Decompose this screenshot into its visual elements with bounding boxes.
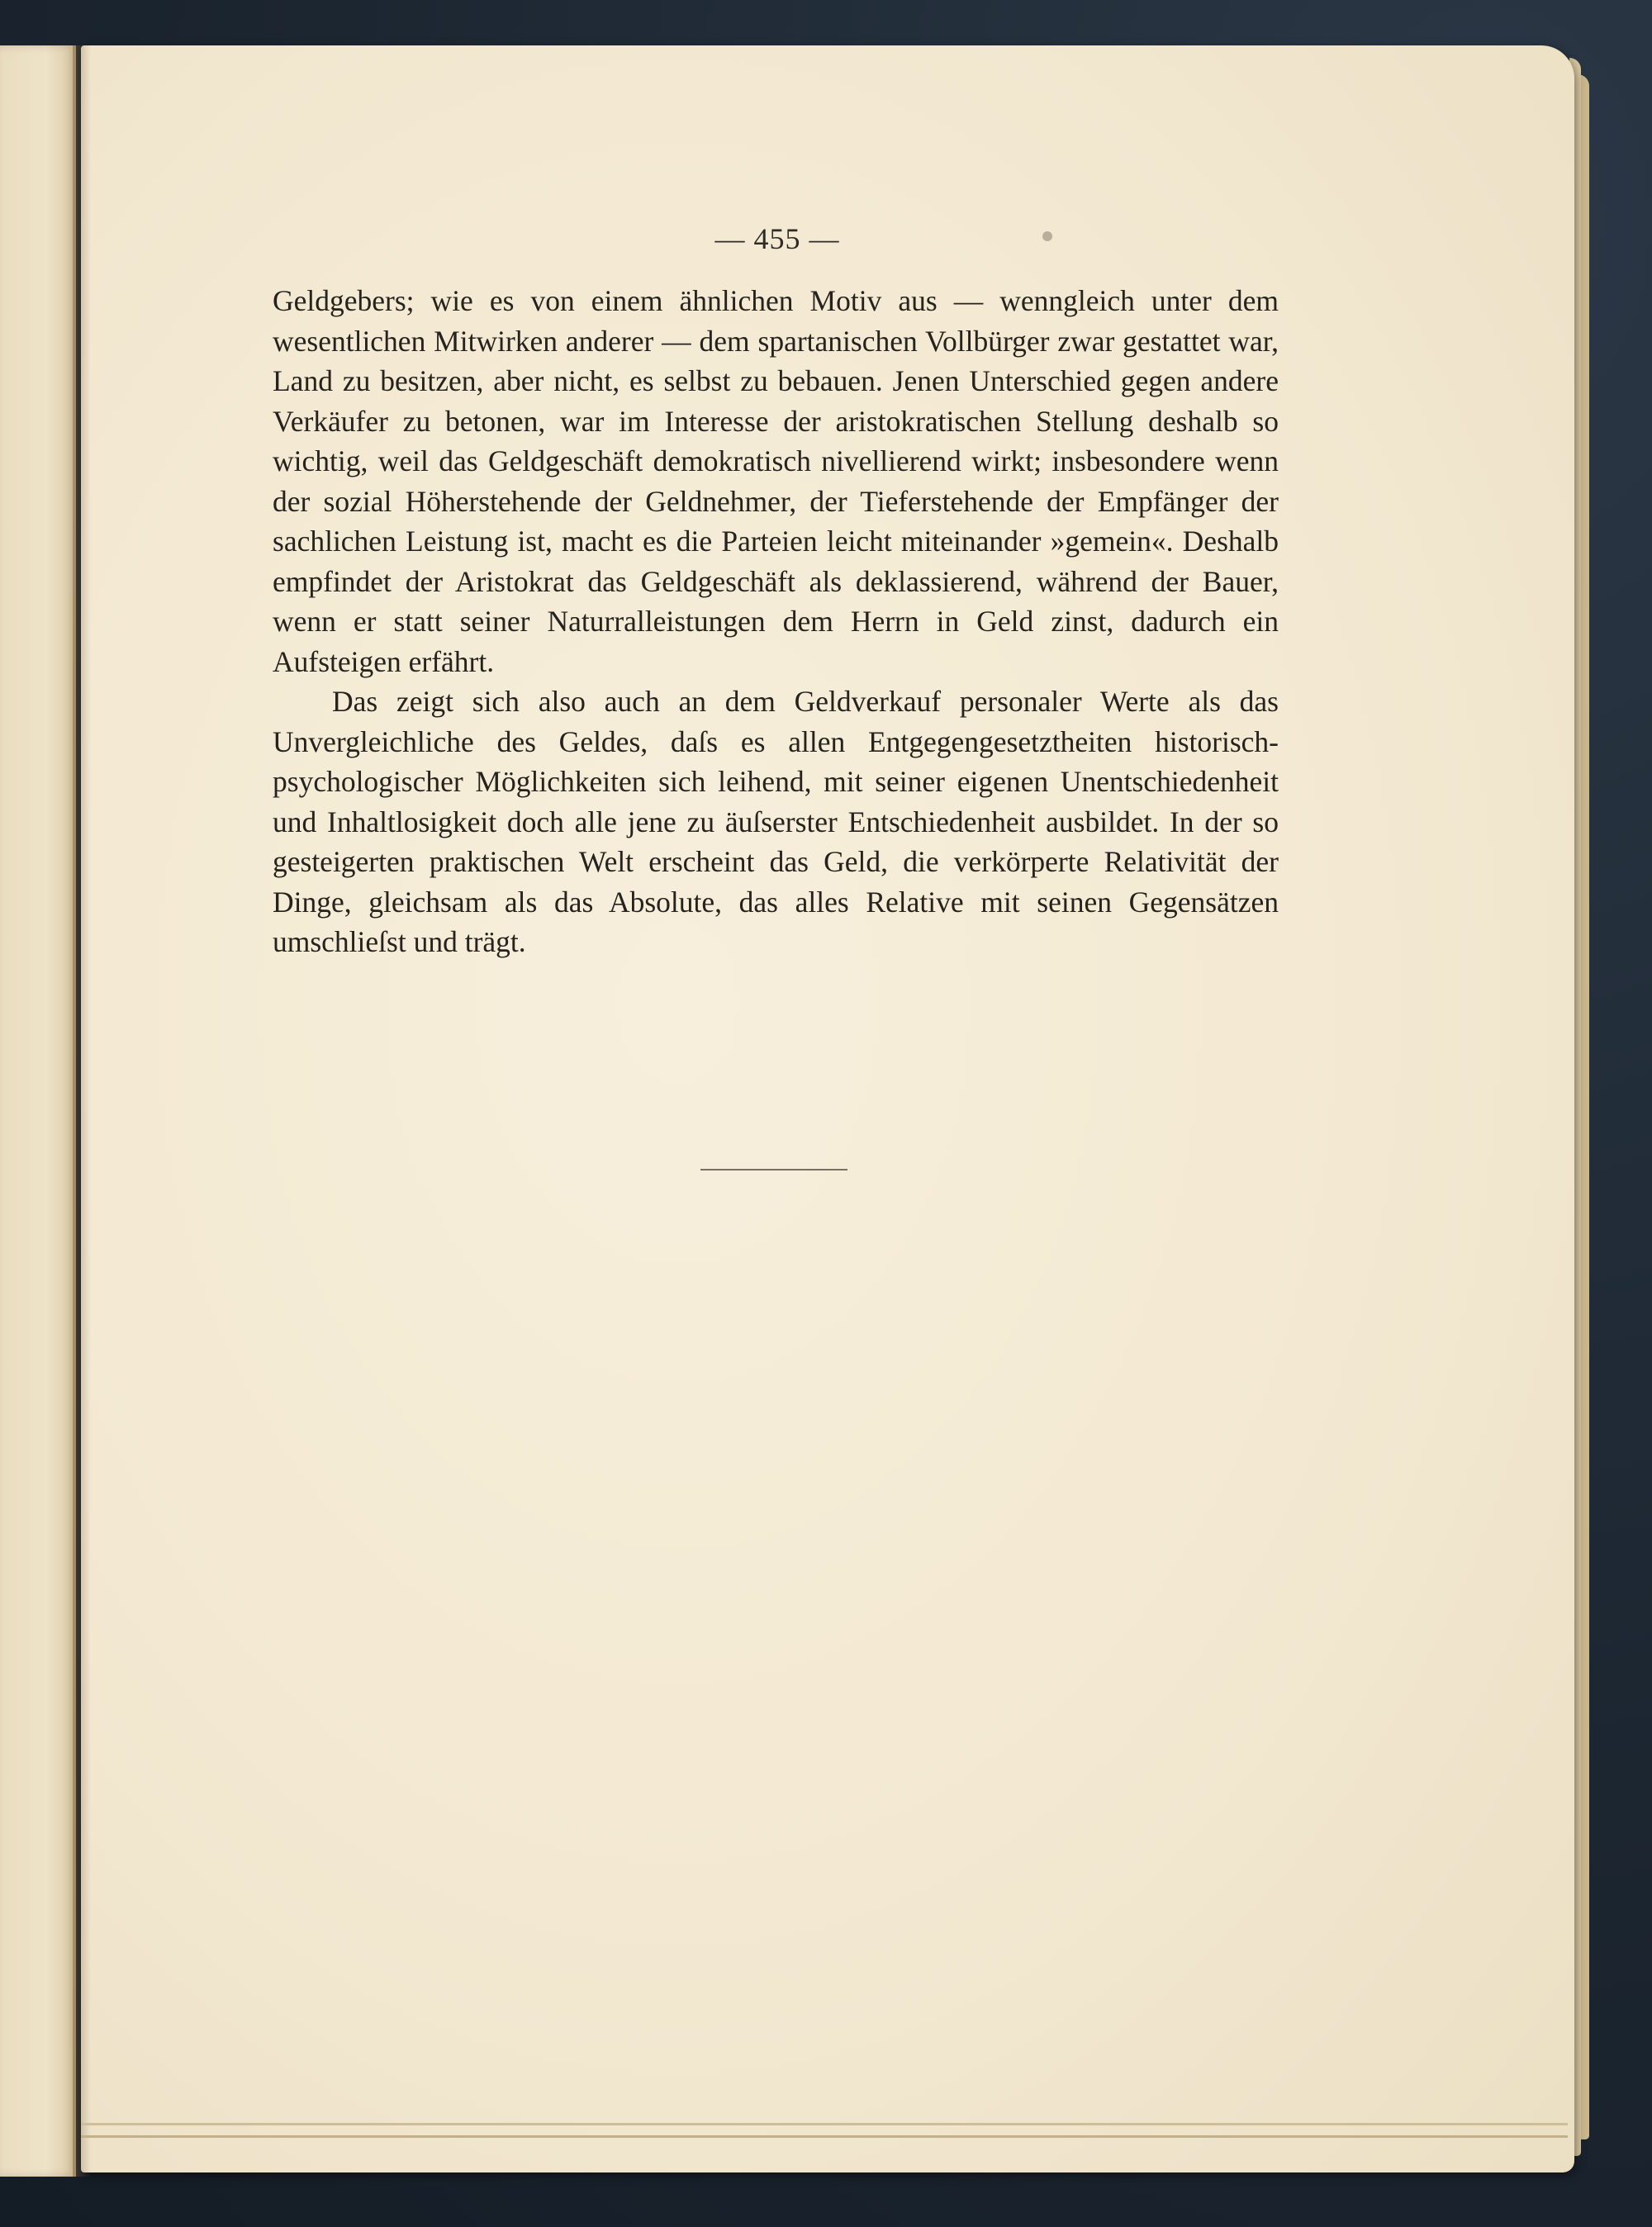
previous-page-edge bbox=[0, 45, 76, 2177]
page-bottom-edge bbox=[81, 2123, 1568, 2125]
paragraph: Das zeigt sich also auch an dem Geldverkauf personaler Werte als das Unvergleichliche des Geldes, daſs es allen Entgegengesetztheiten historisch-psychologischer Möglichkeiten sich leihend, mit seiner eigenen Unentschiedenheit und Inhaltlosigkeit doch alle jene zu äuſserster Entschiedenheit ausbildet. In der so gesteigerten praktischen Welt erscheint das Geld, die verkörperte Relativität der Dinge, gleichsam als das Absolute, das alles Relative mit seinen Gegensätzen umschlieſst und trägt. bbox=[273, 685, 1279, 958]
book-gutter-shadow bbox=[73, 45, 91, 2177]
ink-speck bbox=[1042, 231, 1052, 241]
body-text bbox=[273, 281, 1279, 962]
page-bottom-edge bbox=[81, 2135, 1568, 2138]
page-number: — 455 — bbox=[714, 222, 840, 255]
paragraph: Geldgebers; wie es von einem ähnlichen Motiv aus — wenngleich unter dem wesentlichen Mitwirken anderer — dem spartanischen Vollbürger zwar gestattet war, Land zu besitzen, aber nicht, es selbst zu bebauen. Jenen Unterschied gegen andere Verkäufer zu betonen, war im Interesse der aristokratischen Stellung deshalb so wichtig, weil das Geldgeschäft demokratisch nivellierend wirkt; insbesondere wenn der sozial Höherstehende der Geldnehmer, der Tieferstehende der Empfänger der sachlichen Leistung ist, macht es die Parteien leicht miteinander »gemein«. Deshalb empfindet der Aristokrat das Geldgeschäft als deklassierend, während der Bauer, wenn er statt seiner Naturralleistungen dem Herrn in Geld zinst, dadurch ein Aufsteigen erfährt. bbox=[273, 284, 1279, 678]
section-end-rule bbox=[700, 1169, 847, 1170]
